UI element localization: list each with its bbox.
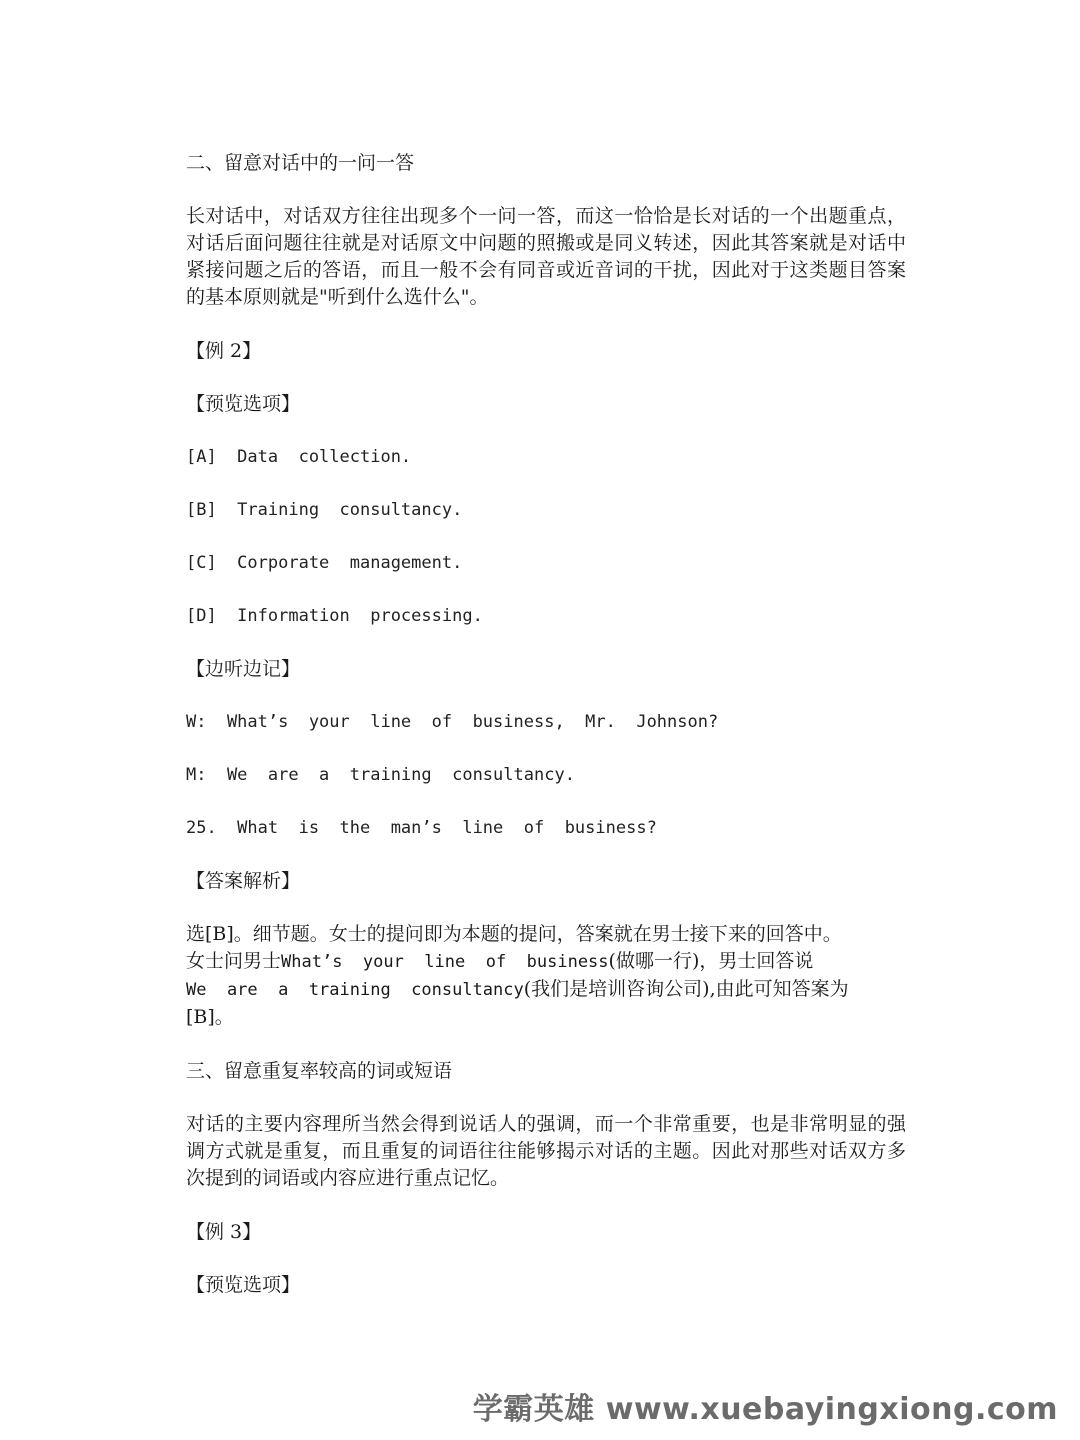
example-2-listen-label: 【边听边记】 <box>186 658 301 680</box>
option-a: [A] Data collection. <box>186 447 412 467</box>
analysis-line-2-pre: 女士问男士 <box>186 950 282 972</box>
analysis-line-2 <box>186 948 906 976</box>
document-page <box>186 150 906 1325</box>
section-3-body: 对话的主要内容理所当然会得到说话人的强调，而一个非常重要，也是非常明显的强调方式就是重复，而且重复的词语往往能够揭示对话的主题。因此对那些对话双方多次提到的词语或内容应进行重点记忆。 <box>186 1113 906 1189</box>
analysis-line-2-post: (做哪一行)，男士回答说 <box>608 950 814 972</box>
section-2-heading: 二、留意对话中的一问一答 <box>186 152 415 174</box>
analysis-line-3-english: We are a training consultancy <box>186 980 524 1000</box>
example-2-label: 【例 2】 <box>186 340 262 362</box>
dialogue-line-w: W: What’s your line of business, Mr. Johnson? <box>186 712 719 732</box>
question-25: 25. What is the man’s line of business? <box>186 818 657 838</box>
analysis-line-3 <box>186 976 906 1004</box>
option-d: [D] Information processing. <box>186 606 483 626</box>
analysis-line-3-post: (我们是培训咨询公司),由此可知答案为 <box>523 978 849 1000</box>
option-b: [B] Training consultancy. <box>186 500 463 520</box>
section-2-body: 长对话中，对话双方往往出现多个一问一答，而这一恰恰是长对话的一个出题重点，对话后面问题往往就是对话原文中问题的照搬或是同义转述，因此其答案就是对话中紧接问题之后的答语，而且一般不会有同音或近音词的干扰，因此对于这类题目答案的基本原则就是"听到什么选什么"。 <box>186 205 906 308</box>
section-3-heading: 三、留意重复率较高的词或短语 <box>186 1060 453 1082</box>
example-3-label: 【例 3】 <box>186 1221 262 1243</box>
site-watermark: 学霸英雄 www.xuebayingxiong.com <box>472 1392 1058 1427</box>
example-2-analysis-label: 【答案解析】 <box>186 870 301 892</box>
example-2-analysis <box>186 921 906 1031</box>
example-2-preview-label: 【预览选项】 <box>186 393 301 415</box>
dialogue-line-m: M: We are a training consultancy. <box>186 765 575 785</box>
example-3-preview-label: 【预览选项】 <box>186 1274 301 1296</box>
analysis-line-2-english: What’s your line of business <box>281 952 609 972</box>
analysis-line-1: 选[B]。细节题。女士的提问即为本题的提问，答案就在男士接下来的回答中。 <box>186 923 842 945</box>
option-c: [C] Corporate management. <box>186 553 463 573</box>
analysis-line-4: [B]。 <box>186 1006 234 1028</box>
